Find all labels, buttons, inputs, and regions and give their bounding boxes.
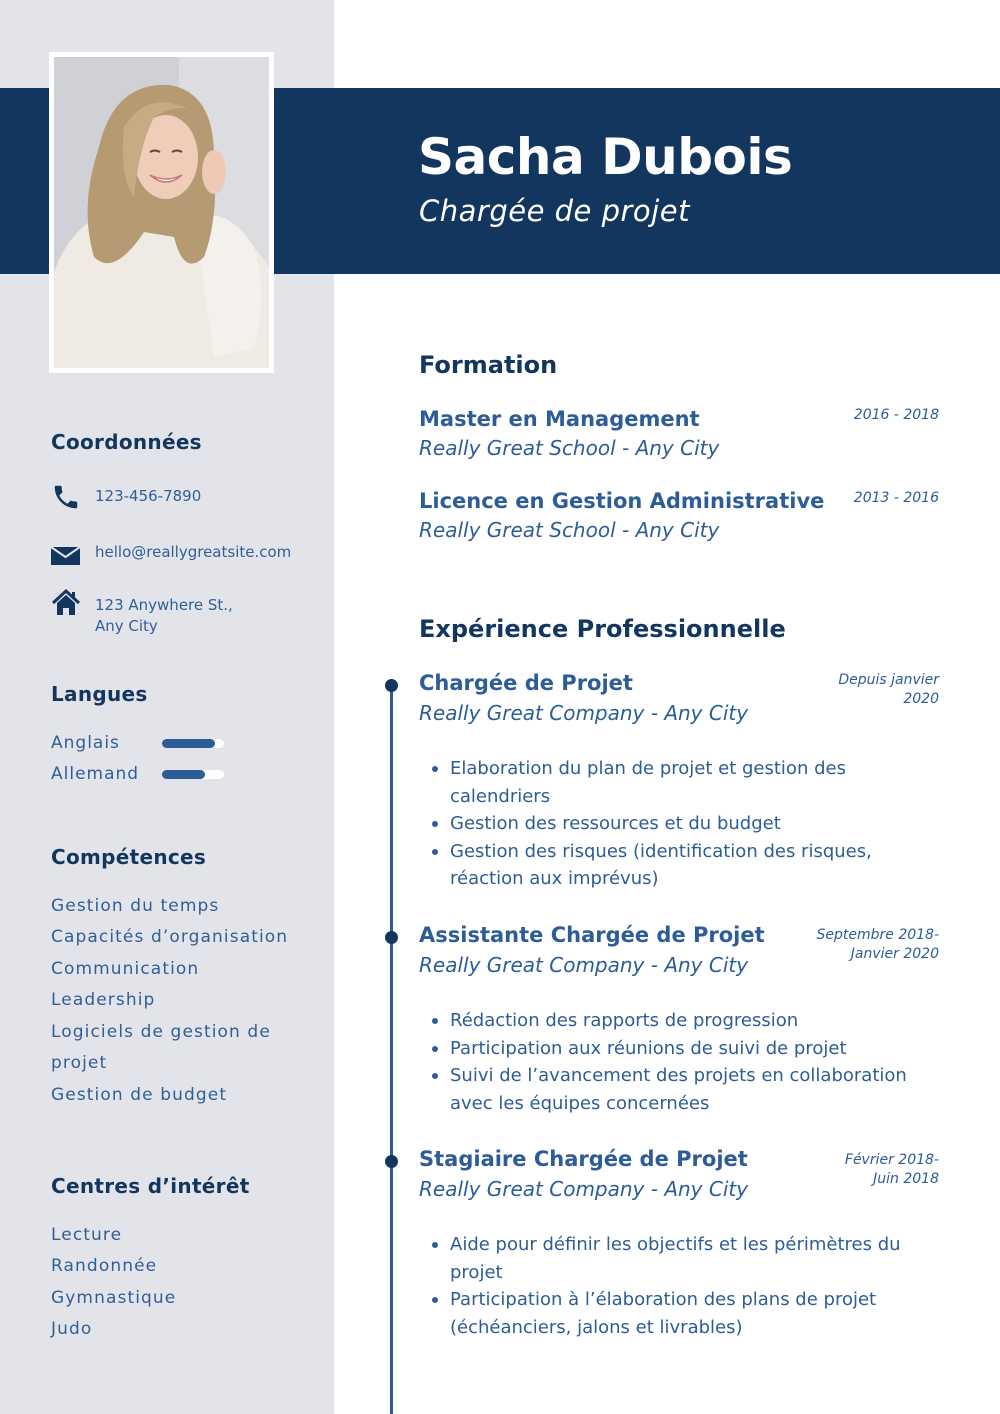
experience-title: Expérience Professionnelle bbox=[419, 615, 786, 643]
contact-phone bbox=[51, 482, 202, 512]
interest-item: Judo bbox=[51, 1319, 93, 1339]
education-dates: 2016 - 2018 bbox=[853, 407, 939, 423]
profile-photo-frame bbox=[49, 52, 274, 373]
job-dates bbox=[838, 671, 939, 709]
portrait-illustration bbox=[54, 57, 269, 368]
skill-item: Capacités d’organisation bbox=[51, 927, 289, 947]
languages-section bbox=[51, 682, 311, 792]
skill-item: Logiciels de gestion de bbox=[51, 1022, 271, 1042]
interests-section bbox=[51, 1174, 311, 1344]
phone-icon bbox=[51, 482, 81, 512]
skill-item: Communication bbox=[51, 959, 200, 979]
job-bullets bbox=[430, 755, 910, 893]
skill-item: Leadership bbox=[51, 990, 156, 1010]
job-bullet: Aide pour définir les objectifs et les périmètres du projet bbox=[430, 1231, 910, 1286]
skills-title: Compétences bbox=[51, 845, 207, 869]
job-bullets bbox=[430, 1231, 910, 1341]
profile-photo bbox=[54, 57, 269, 368]
job-company: Really Great Company - Any City bbox=[419, 953, 749, 977]
job-position: Stagiaire Chargée de Projet bbox=[419, 1147, 748, 1171]
job-bullet: Gestion des ressources et du budget bbox=[430, 810, 910, 838]
job-dates bbox=[845, 1151, 939, 1189]
language-level-bar bbox=[162, 770, 224, 779]
job-bullet: Suivi de l’avancement des projets en collaboration avec les équipes concernées bbox=[430, 1062, 910, 1117]
phone-number[interactable]: 123-456-7890 bbox=[95, 487, 202, 505]
candidate-role: Chargée de projet bbox=[419, 194, 690, 228]
job-bullet: Elaboration du plan de projet et gestion des calendriers bbox=[430, 755, 910, 810]
job-bullets bbox=[430, 1007, 910, 1117]
languages-title: Langues bbox=[51, 682, 148, 706]
job-dates bbox=[816, 926, 939, 964]
job-bullet: Participation aux réunions de suivi de projet bbox=[430, 1035, 910, 1063]
language-item bbox=[51, 764, 224, 784]
interest-item: Gymnastique bbox=[51, 1288, 177, 1308]
job-position: Chargée de Projet bbox=[419, 671, 633, 695]
language-level-bar bbox=[162, 739, 224, 748]
home-icon bbox=[51, 588, 81, 618]
language-item bbox=[51, 733, 224, 753]
contact-email bbox=[51, 540, 292, 570]
job-dates-line: Janvier 2020 bbox=[850, 946, 939, 962]
candidate-name: Sacha Dubois bbox=[418, 128, 793, 186]
skill-item: Gestion de budget bbox=[51, 1085, 228, 1105]
timeline-dot bbox=[385, 931, 398, 944]
job-dates-line: Juin 2018 bbox=[873, 1171, 939, 1187]
contact-title: Coordonnées bbox=[51, 430, 202, 454]
skill-item: projet bbox=[51, 1053, 108, 1073]
education-school: Really Great School - Any City bbox=[419, 518, 720, 542]
job-position: Assistante Chargée de Projet bbox=[419, 923, 765, 947]
education-dates: 2013 - 2016 bbox=[853, 490, 939, 506]
job-dates-line: Depuis janvier bbox=[838, 672, 939, 688]
job-company: Really Great Company - Any City bbox=[419, 701, 749, 725]
mail-icon bbox=[51, 540, 81, 570]
email-address[interactable]: hello@reallygreatsite.com bbox=[95, 543, 292, 561]
language-level-fill bbox=[162, 739, 215, 748]
education-title: Formation bbox=[419, 351, 558, 379]
education-degree: Master en Management bbox=[419, 407, 700, 431]
interest-item: Lecture bbox=[51, 1225, 123, 1245]
postal-address: 123 Anywhere St., Any City bbox=[95, 596, 233, 635]
timeline-dot bbox=[385, 679, 398, 692]
interests-title: Centres d’intérêt bbox=[51, 1174, 250, 1198]
job-bullet: Gestion des risques (identification des risques, réaction aux imprévus) bbox=[430, 838, 910, 893]
education-school: Really Great School - Any City bbox=[419, 436, 720, 460]
education-degree: Licence en Gestion Administrative bbox=[419, 489, 825, 513]
language-level-fill bbox=[162, 770, 205, 779]
timeline-line bbox=[390, 685, 393, 1414]
job-bullet: Participation à l’élaboration des plans de projet (échéanciers, jalons et livrables) bbox=[430, 1286, 910, 1341]
skills-section bbox=[51, 845, 311, 1115]
language-label: Anglais bbox=[51, 733, 120, 753]
job-company: Really Great Company - Any City bbox=[419, 1177, 749, 1201]
contact-section bbox=[51, 430, 311, 650]
job-dates-line: Septembre 2018- bbox=[816, 927, 939, 943]
job-dates-line: Février 2018- bbox=[844, 1152, 939, 1168]
skill-item: Gestion du temps bbox=[51, 896, 220, 916]
timeline-dot bbox=[385, 1155, 398, 1168]
job-dates-line: 2020 bbox=[903, 691, 939, 707]
contact-address bbox=[51, 588, 233, 635]
job-bullet: Rédaction des rapports de progression bbox=[430, 1007, 910, 1035]
interest-item: Randonnée bbox=[51, 1256, 158, 1276]
language-label: Allemand bbox=[51, 764, 140, 784]
